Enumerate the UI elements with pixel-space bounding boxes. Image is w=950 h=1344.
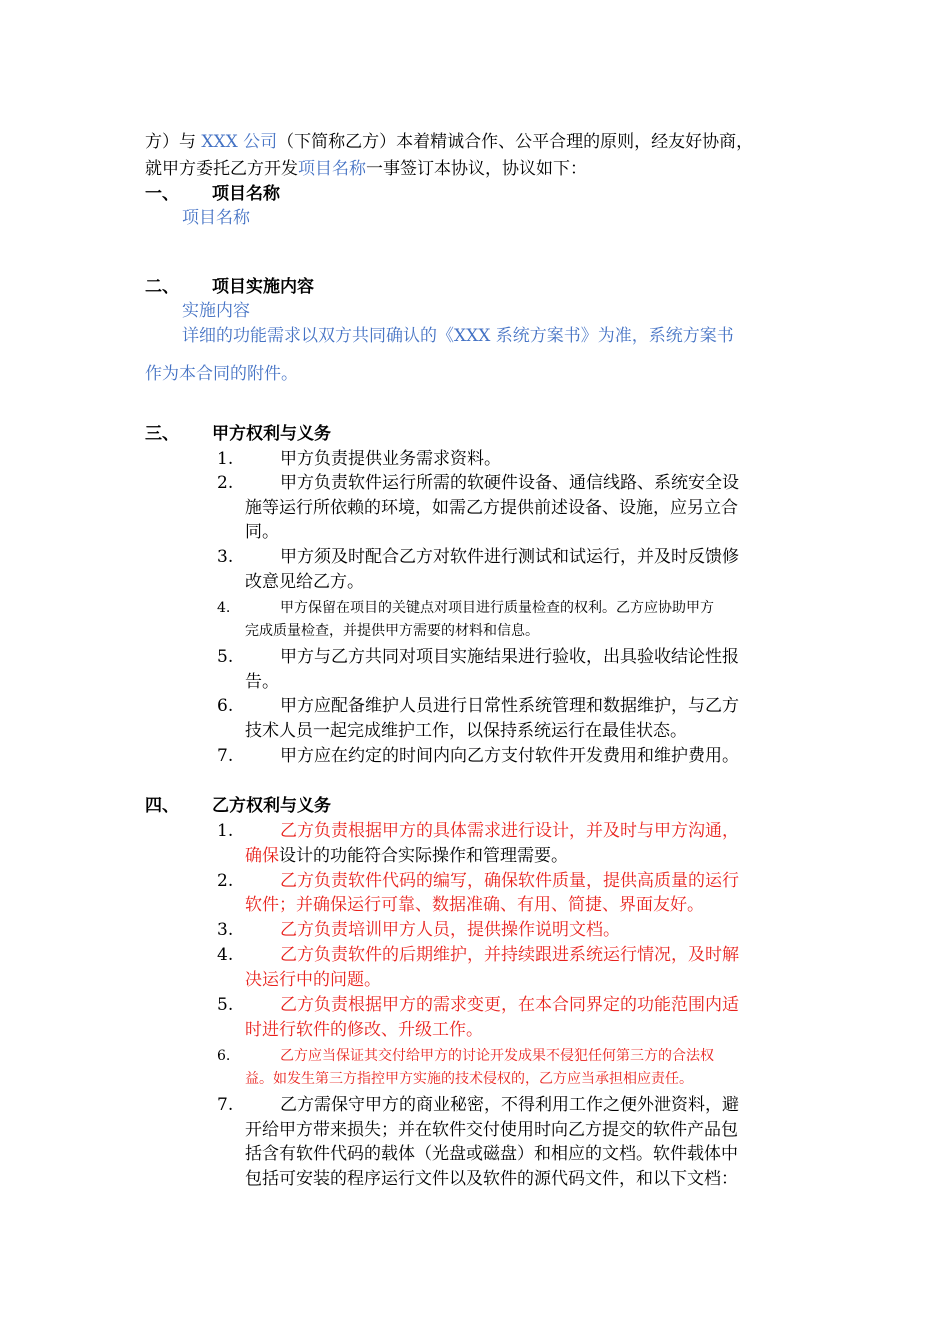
list-item: 软件；并确保运行可靠、数据准确、有用、简捷、界面友好。 bbox=[245, 895, 704, 915]
list-item: 甲方保留在项目的关键点对项目进行质量检查的权利。乙方应协助甲方 bbox=[280, 600, 714, 616]
list-number: 7. bbox=[217, 746, 234, 766]
section-2-body-1: 实施内容 bbox=[182, 301, 250, 321]
list-number: 5. bbox=[217, 995, 234, 1015]
list-item: 甲方负责提供业务需求资料。 bbox=[280, 449, 501, 469]
list-number: 3. bbox=[217, 920, 234, 940]
intro-line-1 bbox=[145, 130, 753, 154]
list-item: 改意见给乙方。 bbox=[245, 572, 364, 592]
intro-text: （下简称乙方）本着精诚合作、公平合理的原则，经友好协商， bbox=[277, 132, 754, 152]
section-2-title: 项目实施内容 bbox=[212, 277, 314, 297]
list-number: 2. bbox=[217, 473, 234, 493]
list-number: 4. bbox=[217, 945, 234, 965]
list-item: 甲方负责软件运行所需的软硬件设备、通信线路、系统安全设 bbox=[280, 473, 739, 493]
section-2-body-2: 详细的功能需求以双方共同确认的《XXX 系统方案书》为准，系统方案书 bbox=[182, 326, 734, 346]
list-item: 乙方负责软件的后期维护，并持续跟进系统运行情况，及时解 bbox=[280, 945, 739, 965]
list-item: 益。如发生第三方指控甲方实施的技术侵权的，乙方应当承担相应责任。 bbox=[245, 1071, 693, 1087]
list-item: 同。 bbox=[245, 522, 279, 542]
list-number: 6. bbox=[217, 1048, 231, 1064]
list-number: 1. bbox=[217, 449, 234, 469]
intro-line-2 bbox=[145, 157, 587, 181]
list-item: 甲方须及时配合乙方对软件进行测试和试运行，并及时反馈修 bbox=[280, 547, 739, 567]
list-item bbox=[245, 844, 568, 868]
list-item-text: 设计的功能符合实际操作和管理需要。 bbox=[279, 846, 568, 866]
section-4-title: 乙方权利与义务 bbox=[212, 796, 331, 816]
list-item: 技术人员一起完成维护工作，以保持系统运行在最佳状态。 bbox=[245, 721, 687, 741]
list-item: 甲方与乙方共同对项目实施结果进行验收，出具验收结论性报 bbox=[280, 647, 739, 667]
list-number: 4. bbox=[217, 600, 231, 616]
list-item: 乙方负责软件代码的编写，确保软件质量，提供高质量的运行 bbox=[280, 871, 739, 891]
list-number: 5. bbox=[217, 647, 234, 667]
list-item: 包括可安装的程序运行文件以及软件的源代码文件，和以下文档： bbox=[245, 1169, 738, 1189]
intro-text: 方）与 bbox=[145, 132, 202, 152]
list-item: 完成质量检查，并提供甲方需要的材料和信息。 bbox=[245, 623, 539, 639]
section-4-number: 四、 bbox=[145, 796, 179, 816]
list-item-red-text: 确保 bbox=[245, 846, 279, 866]
section-1-number: 一、 bbox=[145, 184, 179, 204]
list-item: 决运行中的问题。 bbox=[245, 970, 381, 990]
list-number: 1. bbox=[217, 821, 234, 841]
list-number: 6. bbox=[217, 696, 234, 716]
list-item: 开给甲方带来损失；并在软件交付使用时向乙方提交的软件产品包 bbox=[245, 1120, 738, 1140]
section-1-title: 项目名称 bbox=[212, 184, 280, 204]
list-item: 乙方负责根据甲方的需求变更，在本合同界定的功能范围内适 bbox=[280, 995, 739, 1015]
section-1-body: 项目名称 bbox=[182, 208, 250, 228]
list-item: 乙方应当保证其交付给甲方的讨论开发成果不侵犯任何第三方的合法权 bbox=[280, 1048, 714, 1064]
list-item: 时进行软件的修改、升级工作。 bbox=[245, 1020, 483, 1040]
list-item: 乙方负责培训甲方人员，提供操作说明文档。 bbox=[280, 920, 620, 940]
list-item: 乙方需保守甲方的商业秘密，不得利用工作之便外泄资料，避 bbox=[280, 1095, 739, 1115]
list-item: 甲方应配备维护人员进行日常性系统管理和数据维护，与乙方 bbox=[280, 696, 739, 716]
list-number: 3. bbox=[217, 547, 234, 567]
section-2-body-3: 作为本合同的附件。 bbox=[145, 364, 298, 384]
section-2-number: 二、 bbox=[145, 277, 179, 297]
list-number: 7. bbox=[217, 1095, 234, 1115]
section-3-title: 甲方权利与义务 bbox=[212, 424, 331, 444]
list-item: 括含有软件代码的载体（光盘或磁盘）和相应的文档。软件载体中 bbox=[245, 1144, 738, 1164]
list-number: 2. bbox=[217, 871, 234, 891]
company-name: XXX 公司 bbox=[201, 132, 278, 152]
section-3-number: 三、 bbox=[145, 424, 179, 444]
intro-text: 就甲方委托乙方开发 bbox=[145, 159, 298, 179]
list-item: 告。 bbox=[245, 672, 279, 692]
intro-text: 一事签订本协议，协议如下： bbox=[366, 159, 587, 179]
list-item: 施等运行所依赖的环境，如需乙方提供前述设备、设施，应另立合 bbox=[245, 498, 738, 518]
list-item: 甲方应在约定的时间内向乙方支付软件开发费用和维护费用。 bbox=[280, 746, 739, 766]
list-item: 乙方负责根据甲方的具体需求进行设计，并及时与甲方沟通， bbox=[280, 821, 739, 841]
project-name: 项目名称 bbox=[298, 159, 366, 179]
